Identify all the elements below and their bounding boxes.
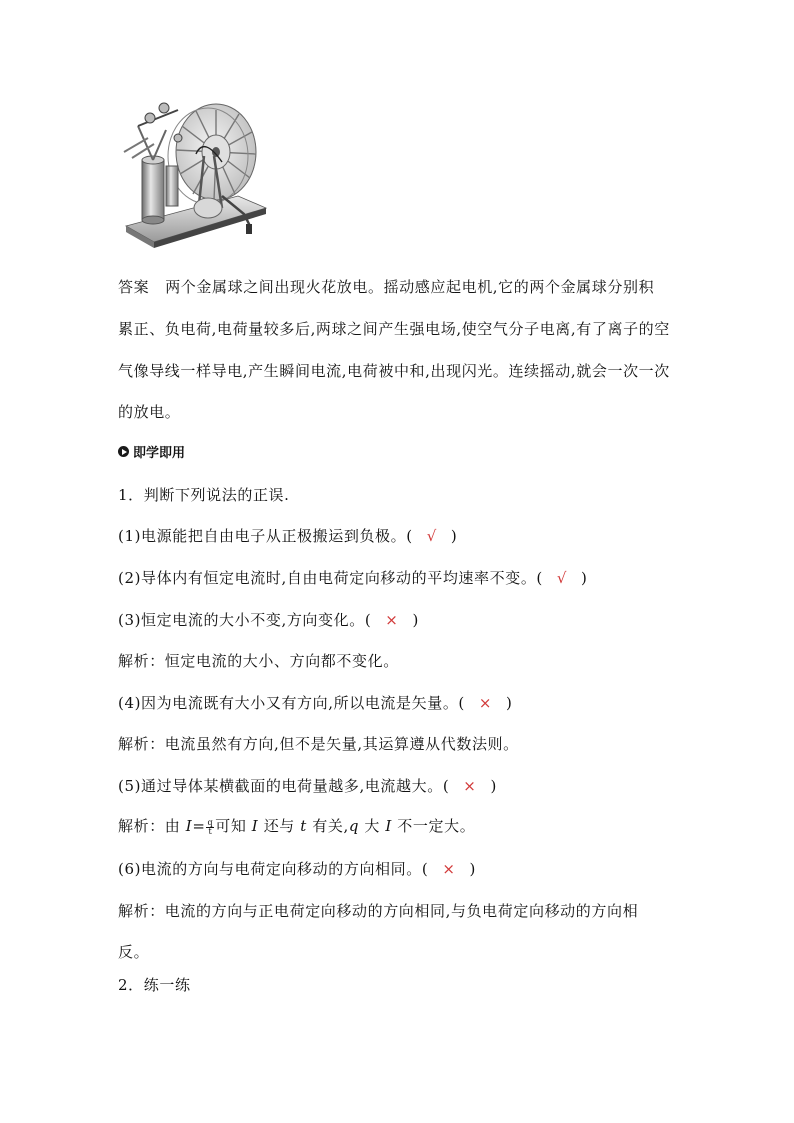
text: 有关, (306, 817, 349, 835)
paren-close: ) (450, 527, 458, 545)
item-text: (6)电流的方向与电荷定向移动的方向相同。( (118, 860, 429, 878)
paren-close: ) (581, 569, 588, 587)
fraction-q-over-t (206, 819, 214, 836)
paren-close: ) (506, 694, 513, 712)
answer-label: 答案 (118, 278, 150, 296)
cross-mark: × (442, 860, 456, 878)
item-text: (2)导体内有恒定电流时,自由电荷定向移动的平均速率不变。( (118, 569, 543, 587)
var-I: I (185, 817, 193, 835)
item-text: (1)电源能把自由电子从正极搬运到负极。( (118, 527, 413, 545)
equals-sign: = (192, 817, 206, 835)
analysis-3: 解析：恒定电流的大小、方向都不变化。 (118, 652, 399, 670)
var-q: q (348, 817, 360, 835)
section-title: 即学即用 (133, 446, 186, 461)
judgment-item-4 (118, 692, 513, 713)
section-heading (118, 442, 185, 461)
check-mark: √ (426, 527, 437, 545)
text: 大 (359, 817, 386, 835)
cross-mark: × (385, 611, 399, 629)
analysis-4: 解析：电流虽然有方向,但不是矢量,其运算遵从代数法则。 (118, 735, 519, 753)
judgment-item-2 (118, 567, 588, 588)
analysis-6-line-2: 反。 (118, 943, 150, 961)
paren-close: ) (490, 777, 497, 795)
text: 可知 (215, 817, 252, 835)
item-text: (3)恒定电流的大小不变,方向变化。( (118, 611, 372, 629)
item-text: (5)通过导体某横截面的电荷量越多,电流越大。( (118, 777, 450, 795)
play-circle-icon (118, 446, 129, 457)
analysis-prefix: 解析：由 (118, 817, 186, 835)
numerator: q (207, 817, 214, 827)
answer-line-1 (118, 276, 654, 297)
answer-line-2: 累正、负电荷,电荷量较多后,两球之间产生强电场,使空气分子电离,有了离子的空 (118, 320, 670, 338)
judgment-item-3 (118, 609, 419, 630)
cross-mark: × (478, 694, 493, 712)
judgment-item-6 (118, 858, 476, 879)
paren-close: ) (469, 860, 476, 878)
electrostatic-generator-illustration (118, 96, 270, 256)
item-text: (4)因为电流既有大小又有方向,所以电流是矢量。( (118, 694, 465, 712)
judgment-item-1 (118, 525, 457, 546)
cross-mark: × (463, 777, 477, 795)
denominator: t (208, 826, 213, 836)
check-mark: √ (556, 569, 568, 587)
question-1-title: 1．判断下列说法的正误. (118, 486, 290, 504)
text: 还与 (258, 817, 301, 835)
paren-close: ) (412, 611, 419, 629)
answer-line-4: 的放电。 (118, 403, 181, 421)
analysis-5 (118, 815, 475, 836)
analysis-6-line-1: 解析：电流的方向与正电荷定向移动的方向相同,与负电荷定向移动的方向相 (118, 902, 639, 920)
var-I: I (251, 817, 259, 835)
var-I: I (385, 817, 392, 835)
judgment-item-5 (118, 775, 497, 796)
text: 不一定大。 (391, 817, 476, 835)
var-t: t (300, 817, 307, 835)
answer-text: 两个金属球之间出现火花放电。摇动感应起电机,它的两个金属球分别积 (165, 278, 655, 296)
answer-line-3: 气像导线一样导电,产生瞬间电流,电荷被中和,出现闪光。连续摇动,就会一次一次 (118, 362, 670, 380)
question-2-title: 2．练一练 (118, 976, 191, 994)
